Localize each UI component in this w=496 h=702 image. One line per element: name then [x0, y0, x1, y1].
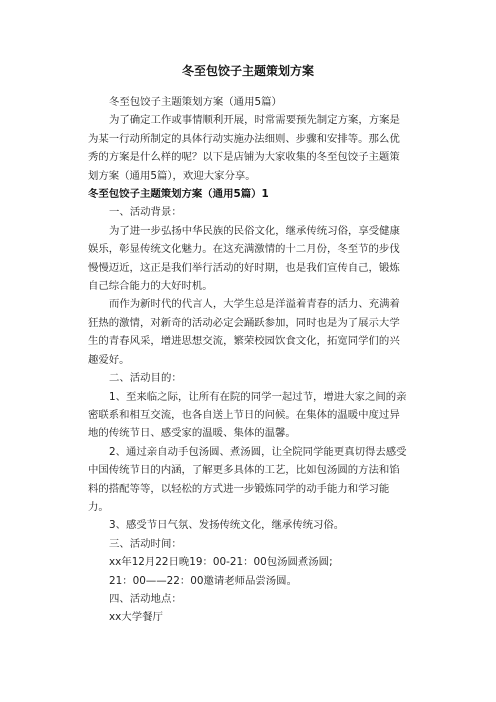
paragraph: 21：00——22：00邀请老师品尝汤圆。: [109, 574, 297, 587]
document-body: [88, 93, 408, 627]
paragraph: 四、活动地点：: [109, 592, 182, 605]
paragraph: 为了确定工作或事情顺利开展，时常需要预先制定方案，方案是为某一行动所制定的具体行动实施办法细则、步骤和安排等。那么优秀的方案是什么样的呢？以下是店铺为大家收集的冬至包饺子主题策划方案（通用5篇），欢迎大家分享。: [88, 114, 400, 182]
paragraph: 为了进一步弘扬中华民族的民俗文化，继承传统习俗，享受健康娱乐，彰显传统文化魅力。在这充满激情的十二月份，冬至节的步伐慢慢迈近，这正是我们举行活动的好时期，也是我们宣传自己，锻炼自己综合能力的大好时机。: [88, 224, 400, 293]
paragraph: 冬至包饺子主题策划方案（通用5篇）: [109, 96, 282, 108]
paragraph: 1、至来临之际，让所有在院的同学一起过节，增进大家之间的亲密联系和相互交流，也各自送上节日的问候。在集体的温暖中度过异地的传统节日、感受家的温暖、集体的温馨。: [88, 390, 407, 440]
paragraph: 而作为新时代的代言人，大学生总是洋溢着青春的活力、充满着狂热的激情，对新奇的活动必定会踊跃参加，同时也是为了展示大学生的青春风采，增进思想交流，繁荣校园饮食文化，拓宽同学们的兴趣爱好。: [88, 298, 400, 366]
paragraph: 二、活动目的：: [109, 372, 182, 385]
paragraph: 三、活动时间：: [109, 537, 182, 550]
paragraph: 3、感受节日气氛、发扬传统文化，继承传统习俗。: [109, 519, 345, 532]
section-heading: 冬至包饺子主题策划方案（通用5篇）1: [88, 188, 269, 201]
paragraph: xx大学餐厅: [109, 611, 163, 624]
paragraph: 一、活动背景：: [109, 206, 182, 219]
document-title: 冬至包饺子主题策划方案: [181, 64, 314, 78]
paragraph: xx年12月22日晚19：00-21：00包汤圆煮汤圆;: [109, 556, 333, 569]
paragraph: 2、通过亲自动手包汤圆、煮汤圆，让全院同学能更真切得去感受中国传统节日的内涵，了解更多具体的工艺，比如包汤圆的方法和馅料的搭配等等，以轻松的方式进一步锻炼同学的动手能力和学习能力。: [88, 445, 407, 513]
